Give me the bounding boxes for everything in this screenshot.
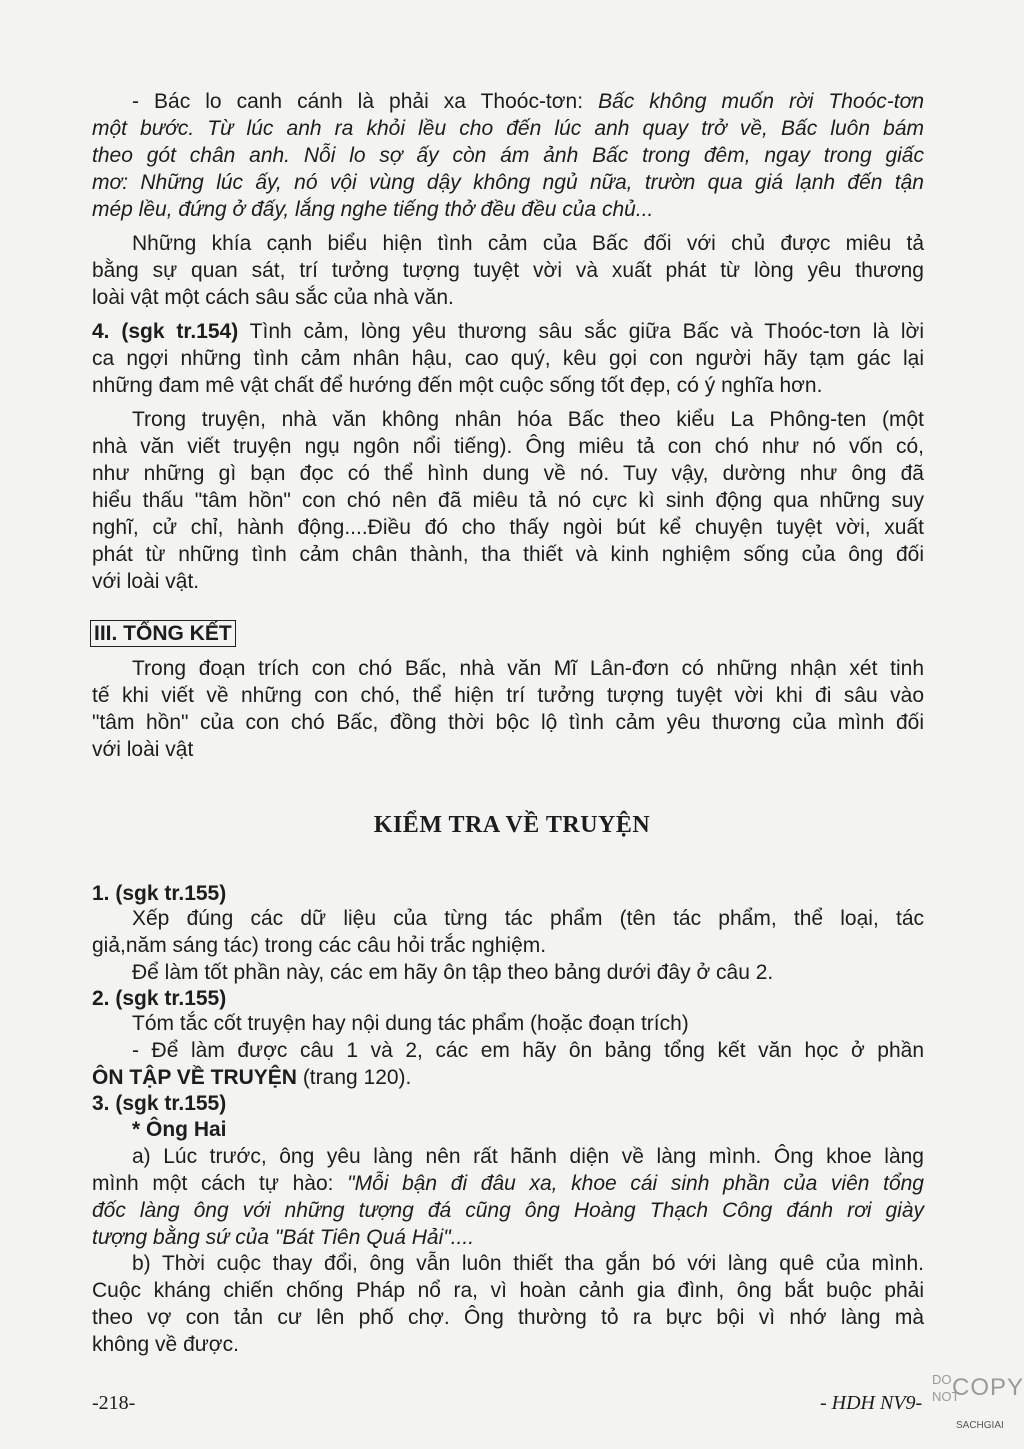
text-run: Tóm tắc cốt truyện hay nội dung tác phẩm (hoặc đoạn trích) (132, 1012, 689, 1035)
text-line (92, 460, 924, 487)
text-run: - Để làm được câu 1 và 2, các em hãy ôn bảng tổng kết văn học ở phần (132, 1039, 924, 1062)
text-run: a) Lúc trước, ông yêu làng nên rất hãnh diện về làng mình. Ông khoe làng (132, 1145, 924, 1168)
text-run: với loài vật (92, 738, 194, 761)
text-run: - Bác lo canh cánh là phải xa Thoóc-tơn: (132, 90, 599, 113)
text-run: phát từ những tình cảm chân thành, tha thiết và kinh nghiệm sống của ông đối (92, 543, 924, 566)
text-run: Trong đoạn trích con chó Bấc, nhà văn Mĩ Lân-đơn có những nhận xét tinh (132, 657, 924, 680)
watermark-logo (928, 1372, 1024, 1444)
text-line (132, 1116, 924, 1143)
watermark-do: DO (932, 1372, 952, 1387)
text-line (92, 932, 924, 959)
text-run: b) Thời cuộc thay đổi, ông vẫn luôn thiết tha gắn bó với làng quê của mình. (132, 1252, 924, 1275)
text-line (132, 959, 924, 986)
text-run: đốc làng ông với những tượng đá cũng ông Hoàng Thạch Công đánh rơi giày (92, 1199, 924, 1222)
text-line (132, 88, 924, 115)
text-line (92, 1331, 924, 1358)
text-line (92, 433, 924, 460)
text-run: "tâm hồn" của con chó Bấc, đồng thời bộc lộ tình cảm yêu thương của mình đối (92, 711, 924, 734)
text-line (132, 1250, 924, 1277)
text-line (92, 169, 924, 196)
watermark-not: NOT (932, 1389, 960, 1404)
text-run: mép lều, đứng ở đấy, lắng nghe tiếng thở đều đều của chủ... (92, 198, 654, 221)
text-line (92, 1064, 924, 1091)
text-run: giả,năm sáng tác) trong các câu hỏi trắc nghiệm. (92, 934, 547, 957)
text-line (92, 880, 924, 907)
watermark-sach: SACHGIAI (956, 1420, 1004, 1431)
text-line (132, 1037, 924, 1064)
section-heading: III. TỔNG KẾT (90, 620, 236, 647)
text-run: Trong truyện, nhà văn không nhân hóa Bấc theo kiểu La Phông-ten (một (132, 408, 924, 431)
text-run: (trang 120). (296, 1066, 412, 1089)
text-run: ca ngợi những tình cảm nhân hậu, cao quý, kêu gọi con người hãy tạm gác lại (92, 347, 924, 370)
text-run: ÔN TẬP VỀ TRUYỆN (92, 1066, 297, 1089)
text-run: Bấc không muốn rời Thoóc-tơn (598, 90, 924, 113)
text-run: 4. (sgk tr.154) (92, 320, 239, 343)
text-line (132, 905, 924, 932)
text-line (132, 655, 924, 682)
text-line (92, 568, 924, 595)
text-line (92, 1170, 924, 1197)
text-line (92, 709, 924, 736)
text-run: Cuộc kháng chiến chống Pháp nổ ra, vì hoàn cảnh gia đình, ông bắt buộc phải (92, 1279, 924, 1302)
text-run: như những gì bạn đọc có thể hình dung về nó. Tuy vậy, dường như ông đã (92, 462, 924, 485)
book-code: - HDH NV9- (820, 1392, 923, 1414)
text-line (92, 115, 924, 142)
text-line (132, 406, 924, 433)
text-line (92, 541, 924, 568)
text-line (92, 1224, 924, 1251)
page-title: KIỂM TRA VỀ TRUYỆN (373, 812, 651, 838)
text-line (92, 1197, 924, 1224)
text-line (92, 345, 924, 372)
text-run: những đam mê vật chất để hướng đến một cuộc sống tốt đẹp, có ý nghĩa hơn. (92, 374, 823, 397)
text-line (92, 372, 924, 399)
text-line (92, 318, 924, 345)
text-line (92, 196, 924, 223)
text-line (92, 985, 924, 1012)
text-run: Để làm tốt phần này, các em hãy ôn tập theo bảng dưới đây ở câu 2. (132, 961, 774, 984)
text-run: 2. (sgk tr.155) (92, 987, 227, 1010)
text-run: theo vợ con tản cư lên phố chợ. Ông thường tỏ ra bực bội vì nhớ làng mà (92, 1306, 924, 1329)
text-run: "Mỗi bận đi đâu xa, khoe cái sinh phần của viên tổng (347, 1172, 924, 1195)
text-line (92, 284, 924, 311)
text-run: loài vật một cách sâu sắc của nhà văn. (92, 286, 454, 309)
text-run: hiểu thấu "tâm hồn" con chó nên đã miêu tả nó cực kì sinh động qua những suy (92, 489, 924, 512)
text-run: một bước. Từ lúc anh ra khỏi lều cho đến lúc anh quay trở về, Bấc luôn bám (92, 117, 924, 140)
text-line (92, 514, 924, 541)
page-number: -218- (92, 1392, 136, 1414)
text-run: bằng sự quan sát, trí tưởng tượng tuyệt vời và xuất phát từ lòng yêu thương (92, 259, 924, 282)
text-run: không về được. (92, 1333, 239, 1356)
text-line (132, 1010, 924, 1037)
text-run: Những khía cạnh biểu hiện tình cảm của Bấc đối với chủ được miêu tả (132, 232, 924, 255)
text-run: 3. (sgk tr.155) (92, 1092, 227, 1115)
text-line (92, 682, 924, 709)
text-line (92, 1277, 924, 1304)
text-run: theo gót chân anh. Nỗi lo sợ ấy còn ám ảnh Bấc trong đêm, ngay trong giấc (92, 144, 924, 167)
text-line (132, 230, 924, 257)
text-run: tế khi viết về những con chó, thể hiện trí tưởng tượng tuyệt vời khi đi sâu vào (92, 684, 924, 707)
text-run: tượng bằng sứ của "Bát Tiên Quá Hải".... (92, 1226, 475, 1249)
text-run: với loài vật. (92, 570, 200, 593)
text-line (92, 257, 924, 284)
text-line (92, 142, 924, 169)
text-line (132, 1143, 924, 1170)
text-run: Tình cảm, lòng yêu thương sâu sắc giữa Bấc và Thoóc-tơn là lời (238, 320, 924, 343)
watermark-copy: COPY (952, 1374, 1024, 1401)
text-line (92, 487, 924, 514)
text-run: mơ: Những lúc ấy, nó vội vùng dậy không ngủ nữa, trườn qua giá lạnh đến tận (92, 171, 924, 194)
text-line (92, 736, 924, 763)
text-run: 1. (sgk tr.155) (92, 882, 227, 905)
text-run: nhà văn viết truyện ngụ ngôn nổi tiếng). Ông miêu tả con chó như nó vốn có, (92, 435, 924, 458)
text-run: * Ông Hai (132, 1118, 227, 1141)
text-run: mình một cách tự hào: (92, 1172, 348, 1195)
text-line (92, 1090, 924, 1117)
text-run: nghĩ, cử chỉ, hành động....Điều đó cho thấy ngòi bút kể chuyện tuyệt vời, xuất (92, 516, 924, 539)
text-line (92, 1304, 924, 1331)
text-run: Xếp đúng các dữ liệu của từng tác phẩm (tên tác phẩm, thể loại, tác (132, 907, 924, 930)
